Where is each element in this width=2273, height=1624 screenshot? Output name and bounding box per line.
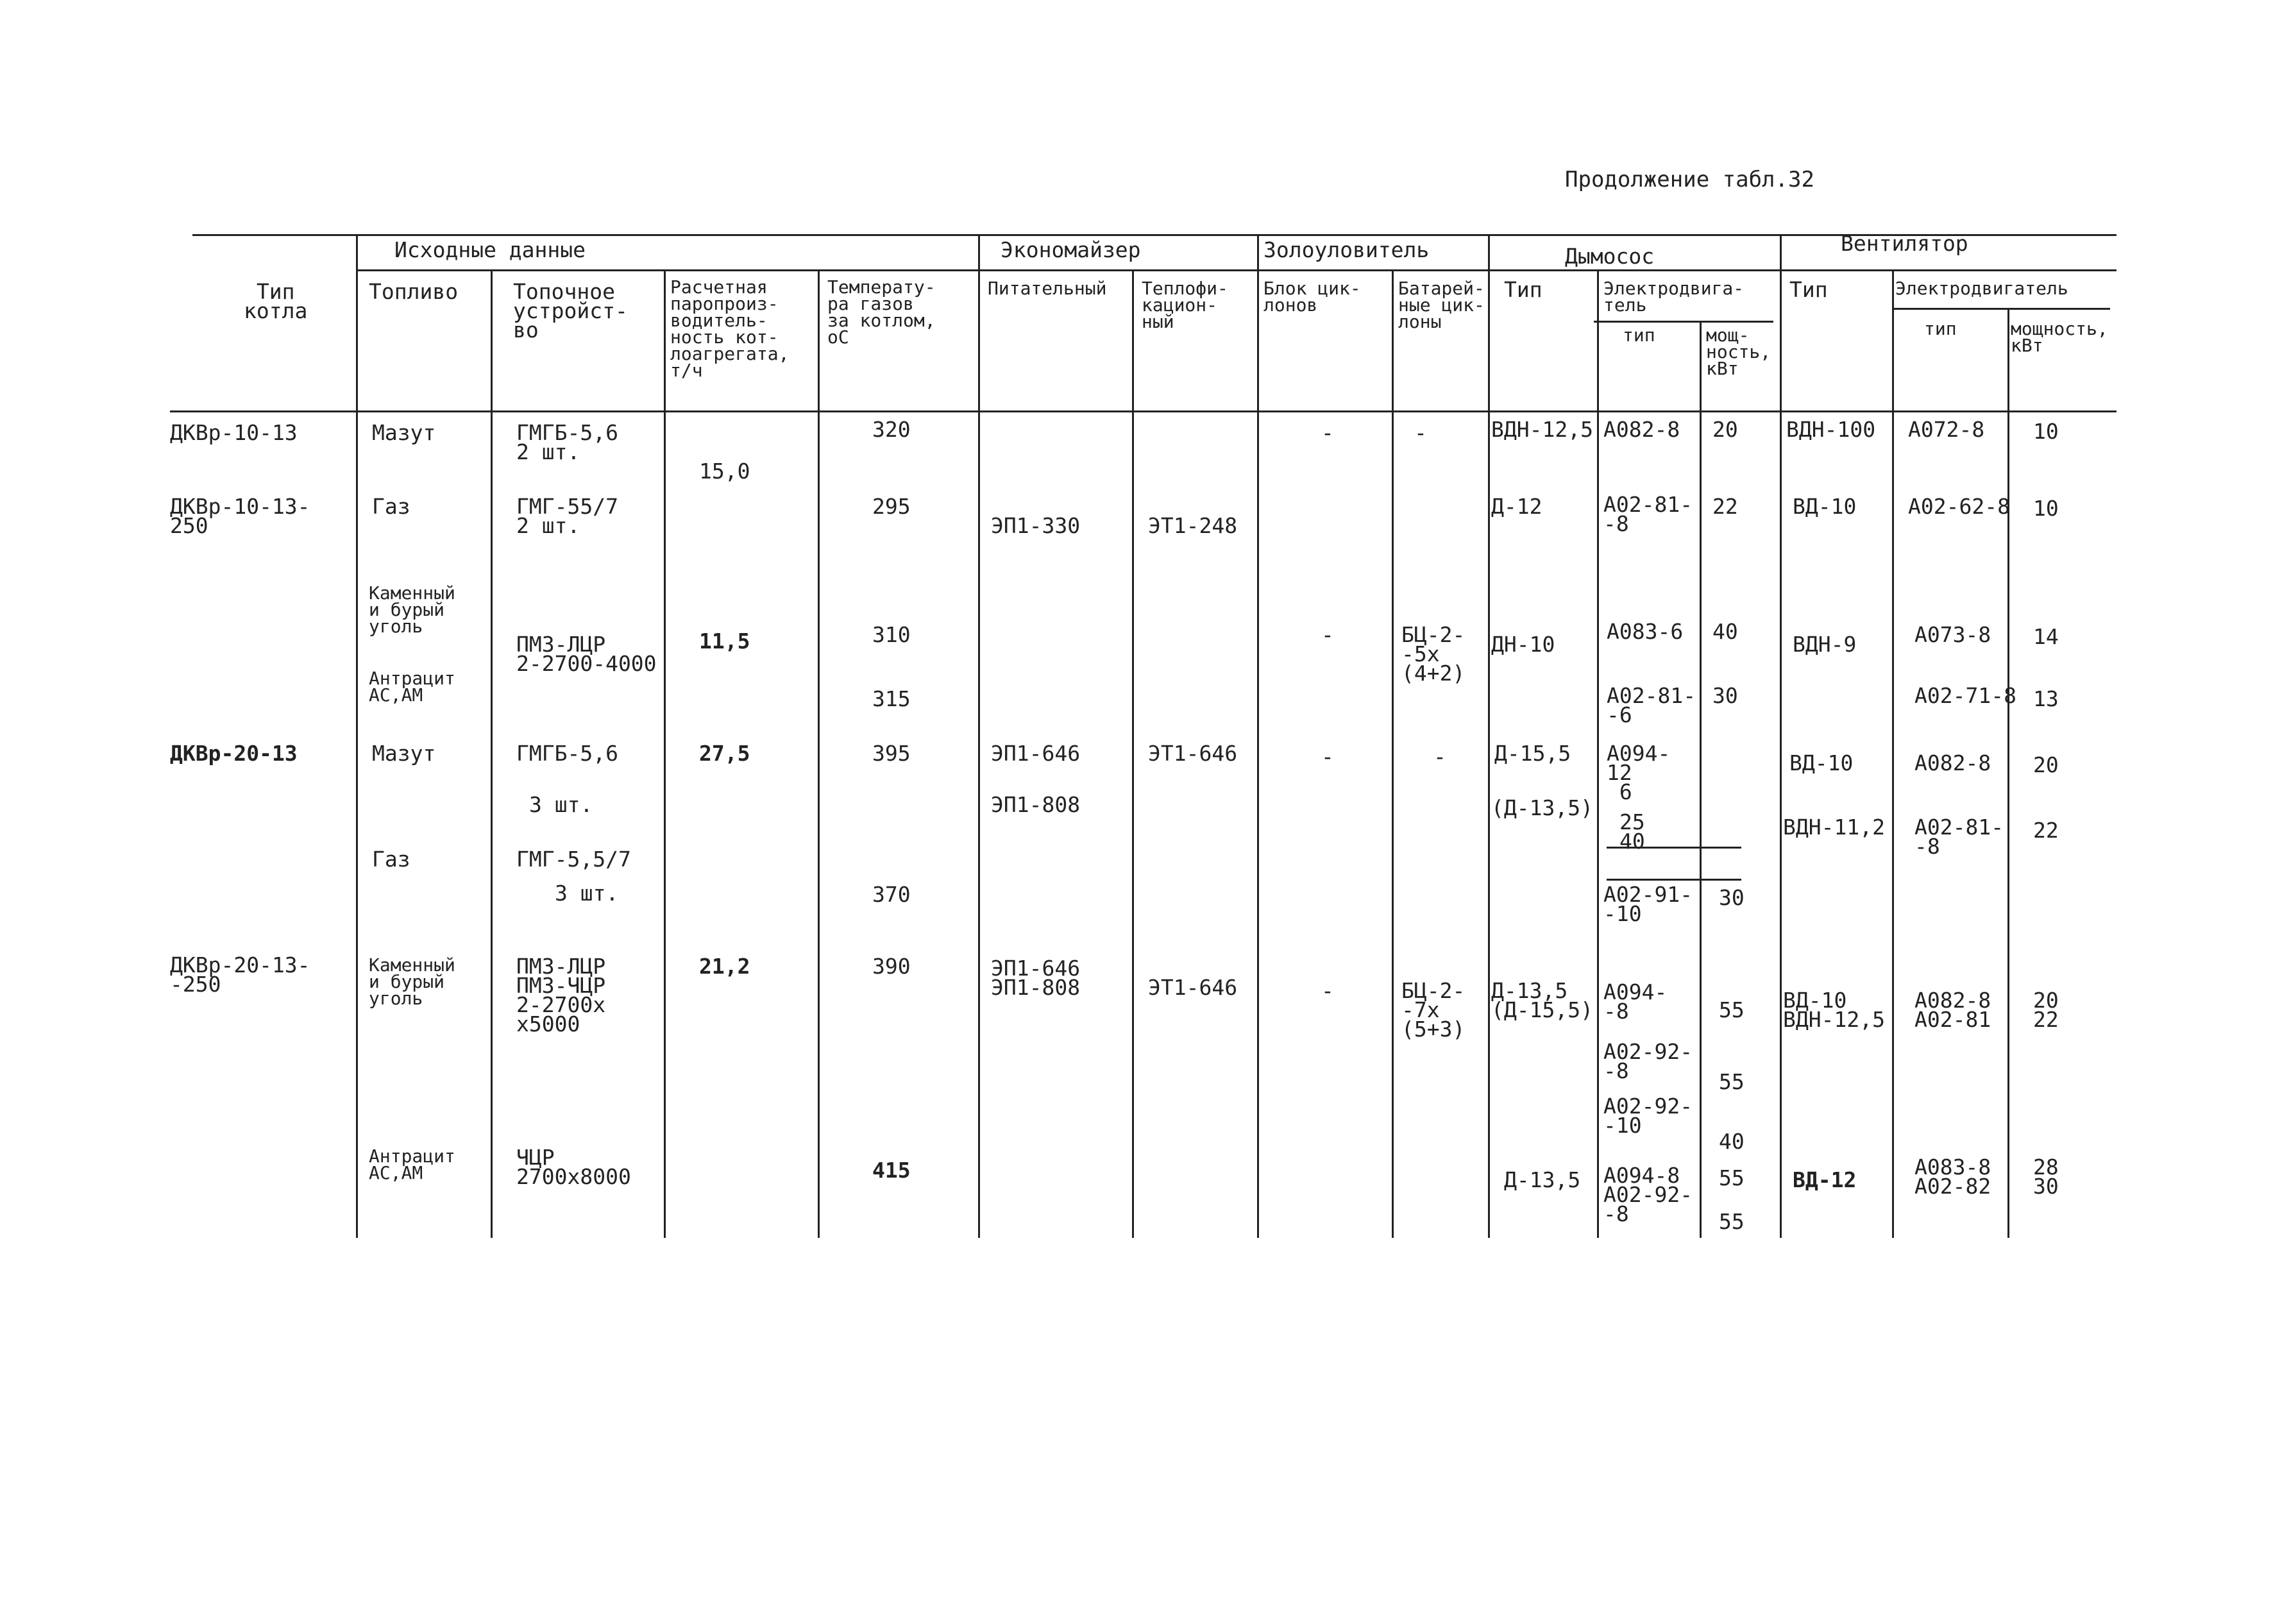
header-economizer: Экономайзер	[1001, 237, 1141, 262]
exhauster-motor: А094-8 А02-92- -8	[1603, 1163, 1693, 1226]
gas-temperature: 415	[872, 1158, 911, 1183]
exhauster-power: 40	[1719, 1129, 1745, 1154]
furnace-device: ГМГБ-5,6 2 шт.	[516, 420, 618, 464]
economizer-heating: ЭТ1-646	[1148, 975, 1238, 1000]
furnace-device: ГМГБ-5,6	[516, 741, 618, 766]
exhauster-motor: А02-91- -10	[1603, 882, 1693, 926]
exhauster-type: (Д-13,5)	[1491, 795, 1593, 820]
gas-temperature: 370	[872, 882, 911, 907]
exhauster-power: 55	[1719, 1209, 1745, 1234]
fuel: Газ	[372, 847, 410, 872]
capacity: 11,5	[699, 629, 750, 654]
header-capacity: Расчетная паропроиз- водитель- ность кот- лоагрегата, т/ч	[670, 276, 790, 381]
battery-cyclones: БЦ-2- -5х (4+2)	[1401, 622, 1466, 686]
furnace-device: ГМГ-55/7 2 шт.	[516, 494, 618, 538]
economizer-heating: ЭТ1-646	[1148, 741, 1238, 766]
gas-temperature: 295	[872, 494, 911, 519]
header-battery-cyclones: Батарей- ные цик- лоны	[1398, 278, 1485, 332]
boiler-type: ДКВр-10-13- 250	[170, 494, 310, 538]
exhauster-motor: А02-92- -10	[1603, 1094, 1693, 1138]
fan-type: ВДН-100	[1786, 417, 1876, 442]
exhauster-power: 55	[1719, 1165, 1745, 1190]
exhauster-motor: А02-92- -8	[1603, 1039, 1693, 1083]
header-initial-data: Исходные данные	[394, 237, 586, 262]
exhauster-motor: А082-8	[1603, 417, 1680, 442]
economizer-feed: ЭП1-646	[991, 741, 1081, 766]
fan-power: 20 22	[2033, 988, 2059, 1032]
fan-motor: А082-8	[1914, 750, 1991, 775]
header-smoke-exhauster: Дымосос	[1565, 244, 1655, 269]
economizer-feed: ЭП1-808	[991, 792, 1081, 817]
capacity: 27,5	[699, 741, 750, 766]
cyclone-block: -	[1321, 622, 1334, 647]
header-fan-motor: Электродвигатель	[1895, 278, 2068, 299]
table-caption: Продолжение табл.32	[1565, 167, 1814, 192]
exhauster-power: 22	[1712, 494, 1738, 519]
fan-power: 22	[2033, 818, 2059, 843]
fan-power: 10	[2033, 419, 2059, 444]
furnace-device: ГМГ-5,5/7	[516, 847, 631, 872]
cyclone-block: -	[1321, 420, 1334, 445]
furnace-device: ПМЗ-ЛЦР 2-2700-4000	[516, 632, 657, 676]
exhauster-motor: А02-81- -6	[1607, 683, 1696, 727]
boiler-type: ДКВр-10-13	[170, 420, 298, 445]
fuel: Каменный и бурый уголь	[369, 582, 455, 637]
header-fan: Вентилятор	[1841, 231, 1968, 256]
fan-power: 14	[2033, 624, 2059, 649]
fan-motor: А02-71-8	[1914, 683, 2016, 708]
furnace-device: ПМЗ-ЛЦР ПМЗ-ЧЦР 2-2700х х5000	[516, 954, 606, 1036]
header-fuel: Топливо	[369, 279, 459, 304]
fan-type: ВДН-9	[1793, 632, 1857, 657]
exhauster-power: 55	[1719, 1069, 1745, 1094]
exhauster-type: ВДН-12,5	[1491, 417, 1593, 442]
furnace-device: 3 шт.	[555, 881, 619, 906]
battery-cyclones: БЦ-2- -7х (5+3)	[1401, 978, 1466, 1042]
header-power-kw: мощ- ность, кВт	[1706, 325, 1771, 379]
fuel: Антрацит АС,АМ	[369, 668, 455, 706]
battery-cyclones: -	[1433, 744, 1446, 769]
fan-type: ВД-10	[1789, 750, 1854, 775]
boiler-type: ДКВр-20-13	[170, 741, 298, 766]
cyclone-block: -	[1321, 978, 1334, 1003]
header-furnace: Топочное устройст- во	[513, 279, 628, 343]
fan-type: ВДН-11,2	[1783, 815, 1885, 840]
capacity: 15,0	[699, 459, 750, 484]
exhauster-type: Д-15,5	[1494, 741, 1571, 766]
exhauster-type: Д-13,5 (Д-15,5)	[1491, 978, 1593, 1022]
economizer-feed: ЭП1-330	[991, 513, 1081, 538]
exhauster-type: Д-13,5	[1504, 1167, 1581, 1192]
header-boiler-type: Тип котла	[244, 279, 308, 323]
header-fan-power-kw: мощность, кВт	[2011, 318, 2108, 356]
header-fan-type: Тип	[1789, 277, 1828, 302]
header-eco-feed: Питательный	[988, 278, 1107, 299]
furnace-device: ЧЦР 2700х8000	[516, 1145, 631, 1189]
exhauster-motor: А094- -8	[1603, 979, 1668, 1024]
gas-temperature: 310	[872, 622, 911, 647]
boiler-type: ДКВр-20-13- -250	[170, 952, 310, 997]
header-ash-collector: Золоуловитель	[1263, 237, 1430, 262]
fuel: Мазут	[372, 420, 436, 445]
economizer-heating: ЭТ1-248	[1148, 513, 1238, 538]
header-motor-type: тип	[1623, 325, 1655, 346]
fan-type: ВД-10 ВДН-12,5	[1783, 988, 1885, 1032]
fan-power: 13	[2033, 686, 2059, 711]
exhauster-power: 40	[1712, 619, 1738, 644]
battery-cyclones: -	[1414, 420, 1427, 445]
exhauster-motor: А083-6	[1607, 619, 1684, 644]
header-fan-motor-type: тип	[1924, 318, 1957, 339]
header-type: Тип	[1504, 277, 1542, 302]
fuel: Антрацит АС,АМ	[369, 1146, 455, 1183]
fan-power: 20	[2033, 752, 2059, 777]
fan-motor: А083-8 А02-82	[1914, 1155, 1991, 1199]
fan-type: ВД-12	[1793, 1167, 1857, 1192]
fan-motor: А02-81- -8	[1914, 815, 2004, 859]
exhauster-motor: 25 40	[1619, 809, 1645, 854]
header-cyclone-block: Блок цик- лонов	[1263, 278, 1361, 316]
fan-motor: А072-8	[1908, 417, 1985, 442]
gas-temperature: 320	[872, 417, 911, 442]
exhauster-power: 55	[1719, 997, 1745, 1022]
fuel: Мазут	[372, 741, 436, 766]
gas-temperature: 395	[872, 741, 911, 766]
furnace-device: 3 шт.	[529, 792, 593, 817]
cyclone-block: -	[1321, 744, 1334, 769]
header-gas-temp: Температу- ра газов за котлом, оС	[827, 276, 936, 348]
exhauster-power: 20	[1712, 417, 1738, 442]
gas-temperature: 315	[872, 686, 911, 711]
exhauster-type: ДН-10	[1491, 632, 1555, 657]
fan-motor: А02-62-8	[1908, 494, 2010, 519]
exhauster-type: Д-12	[1491, 494, 1542, 519]
fuel: Газ	[372, 494, 410, 519]
exhauster-motor: А02-81- -8	[1603, 492, 1693, 536]
header-eco-heat: Теплофи- кацион- ный	[1142, 278, 1228, 332]
exhauster-power: 30	[1719, 885, 1745, 910]
fan-power: 10	[2033, 496, 2059, 521]
fuel: Каменный и бурый уголь	[369, 954, 455, 1009]
gas-temperature: 390	[872, 954, 911, 979]
fan-motor: А073-8	[1914, 622, 1991, 647]
fan-type: ВД-10	[1793, 494, 1857, 519]
capacity: 21,2	[699, 954, 750, 979]
economizer-feed: ЭП1-646 ЭП1-808	[991, 956, 1081, 1000]
fan-motor: А082-8 А02-81	[1914, 988, 1991, 1032]
header-electric-motor: Электродвига- тель	[1603, 278, 1745, 316]
fan-power: 28 30	[2033, 1155, 2059, 1199]
exhauster-power: 30	[1712, 683, 1738, 708]
exhauster-motor: А094- 12 6	[1607, 741, 1671, 804]
